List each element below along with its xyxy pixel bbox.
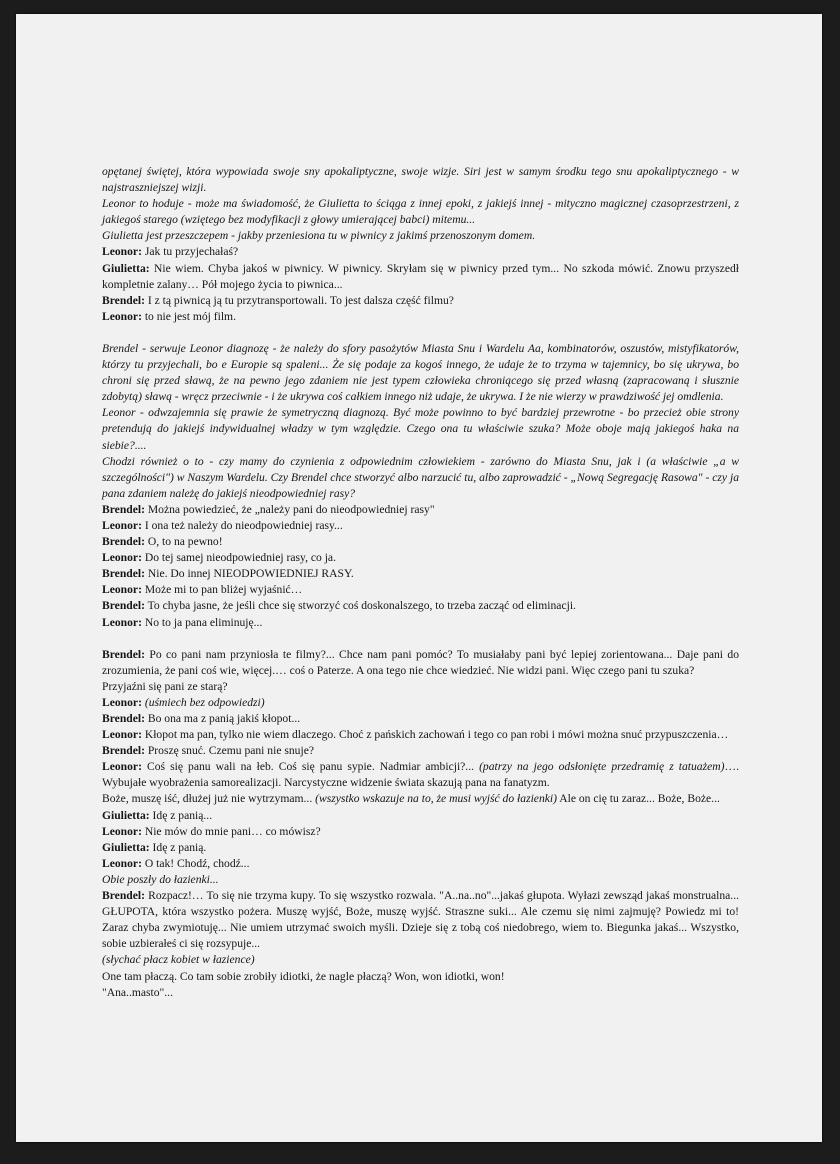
- dialogue-line: [102, 582, 739, 598]
- line-text: Leonor - odwzajemnia się prawie że symetryczną diagnozą. Być może powinno to być bardziej przewrotne - bo przecież obie strony pretendują do jakiejś indywidualnej władzy w tym względzie. Czego ona tu właściwie szuka? Może oboje mają jakiegoś haka na siebie?....: [102, 406, 739, 452]
- dialogue-line: [102, 824, 739, 840]
- dialogue-line: [102, 550, 739, 566]
- dialogue-line: [102, 727, 739, 743]
- line-text: No to ja pana eliminuję...: [141, 615, 263, 629]
- dialogue-line: [102, 711, 739, 727]
- line-text: Chodzi również o to - czy mamy do czynienia z odpowiednim człowiekiem - zarówno do Miasta Snu, jak i (a właściwie „a w szczególności") w Naszym Wardelu. Czy Brendel chce stworzyć albo narzucić tu, albo zaprowadzić - „Nową Segregację Rasowa" - czy ja pana zdaniem należę do jakiejś nieodpowiedniej rasy?: [102, 454, 739, 500]
- dialogue-line: [102, 759, 739, 791]
- line-text: Nie mów do mnie pani… co mówisz?: [141, 824, 321, 838]
- stage-direction: [102, 341, 739, 405]
- dialogue-line: [102, 293, 739, 309]
- paragraph-gap: [102, 631, 739, 647]
- text-line: [102, 791, 739, 807]
- speaker-name: Brendel:: [102, 647, 145, 661]
- dialogue-line: [102, 856, 739, 872]
- speaker-name: Brendel:: [102, 889, 145, 903]
- line-text: Do tej samej nieodpowiedniej rasy, co ja.: [141, 551, 336, 565]
- line-text: I z tą piwnicą ją tu przytransportowali. To jest dalsza część filmu?: [144, 293, 454, 307]
- line-text: "Ana..masto"...: [102, 985, 173, 999]
- dialogue-line: [102, 598, 739, 614]
- line-text: Ale on cię tu zaraz... Boże, Boże...: [556, 792, 720, 806]
- stage-direction: [102, 405, 739, 453]
- stage-aside: (uśmiech bez odpowiedzi): [141, 695, 265, 709]
- line-text: To chyba jasne, że jeśli chce się stworzyć coś doskonalszego, to trzeba zacząć od eliminacji.: [144, 599, 576, 613]
- speaker-name: Brendel:: [102, 712, 145, 725]
- stage-direction: [102, 196, 739, 228]
- line-text: Leonor to hoduje - może ma świadomość, że Giulietta to ściąga z innej epoki, z jakiejś innej - mityczno magicznej czasoprzestrzeni, z jakiegoś starego (wziętego bez modyfikacji z głowy umierającej babci) mitemu...: [102, 197, 739, 227]
- line-text: (słychać płacz kobiet w łazience): [102, 953, 255, 967]
- speaker-name: Brendel:: [102, 744, 145, 758]
- dialogue-line: [102, 695, 739, 711]
- dialogue-line: [102, 261, 739, 293]
- text-line: [102, 679, 739, 695]
- line-text: to nie jest mój film.: [141, 309, 236, 323]
- document-page: [16, 14, 822, 1142]
- line-text: O, to na pewno!: [144, 535, 223, 549]
- speaker-name: Brendel:: [102, 567, 145, 581]
- line-text: …. Wybujałe wyobrażenia samorealizacji. Narcystyczne widzenie świata skazują pana na fanatyzm.: [102, 760, 739, 790]
- speaker-name: Giulietta:: [102, 840, 150, 854]
- paragraph-gap: [102, 325, 739, 341]
- stage-direction: [102, 454, 739, 502]
- line-text: Może mi to pan bliżej wyjaśnić…: [141, 583, 303, 597]
- speaker-name: Brendel:: [102, 599, 145, 613]
- dialogue-line: [102, 840, 739, 856]
- text-line: [102, 985, 739, 1001]
- speaker-name: Leonor:: [102, 245, 142, 259]
- speaker-name: Giulietta:: [102, 261, 150, 275]
- dialogue-line: [102, 566, 739, 582]
- dialogue-line: [102, 743, 739, 759]
- speaker-name: Leonor:: [102, 615, 142, 629]
- speaker-name: Leonor:: [102, 695, 142, 709]
- line-text: Proszę snuć. Czemu pani nie snuje?: [144, 744, 314, 758]
- line-text: Giulietta jest przeszczepem - jakby przeniesiona tu w piwnicy z jakimś przenoszonym domem.: [102, 229, 536, 243]
- line-text: Po co pani nam przyniosła te filmy?... Chce nam pani pomóc? To musiałaby pani być lepiej zorientowana... Daje pani do zrozumienia, że pani coś wie, więcej.… coś o Paterze. A ona tego nie chce wiedzieć. Nie widzi pani. Więc czego pani tu szuka?: [102, 647, 739, 677]
- dialogue-line: [102, 502, 739, 518]
- speaker-name: Brendel:: [102, 293, 145, 307]
- speaker-name: Leonor:: [102, 856, 142, 870]
- dialogue-line: [102, 647, 739, 679]
- dialogue-line: [102, 615, 739, 631]
- line-text: Idę z panią.: [149, 840, 207, 854]
- line-text: Nie. Do innej NIEODPOWIEDNIEJ RASY.: [144, 567, 354, 581]
- line-text: Jak tu przyjechałaś?: [141, 245, 239, 259]
- speaker-name: Leonor:: [102, 309, 142, 323]
- dialogue-line: [102, 244, 739, 260]
- speaker-name: Giulietta:: [102, 808, 150, 822]
- line-text: I ona też należy do nieodpowiedniej rasy...: [141, 518, 343, 532]
- stage-direction: [102, 952, 739, 968]
- dialogue-line: [102, 808, 739, 824]
- line-text: Bo ona ma z panią jakiś kłopot...: [144, 712, 301, 725]
- line-text: Boże, muszę iść, dłużej już nie wytrzymam...: [102, 792, 316, 806]
- line-text: Rozpacz!… To się nie trzyma kupy. To się wszystko rozwala. "A..na..no"...jakaś głupota. Wyłazi zewsząd jakaś monstrualna... GŁUPOTA, która wszystko pożera. Muszę wyjść, Boże, muszę wyjść. Straszne suki... Ale czemu się nimi zajmuję? Powiedz mi to! Zaraz chyba zwymiotuję... Nie umiem utrzymać swoich myśli. Dzieje się z tobą coś niedobrego, wiem to. Biegunka jakaś... Wszystko, sobie uzbierałeś ci się rozsypuje...: [102, 889, 739, 951]
- speaker-name: Leonor:: [102, 728, 142, 742]
- speaker-name: Brendel:: [102, 535, 145, 549]
- speaker-name: Leonor:: [102, 824, 142, 838]
- dialogue-line: [102, 888, 739, 952]
- speaker-name: Leonor:: [102, 551, 142, 565]
- line-text: One tam płaczą. Co tam sobie zrobiły idiotki, że nagle płaczą? Won, won idiotki, won!: [102, 969, 505, 983]
- line-text: Obie poszły do łazienki...: [102, 872, 219, 886]
- speaker-name: Brendel:: [102, 502, 145, 516]
- stage-aside: (patrzy na jego odsłonięte przedramię z tatuażem): [474, 760, 725, 774]
- page-text: [102, 164, 739, 1001]
- stage-direction: [102, 164, 739, 196]
- line-text: Idę z panią...: [149, 808, 213, 822]
- line-text: Przyjaźni się pani ze starą?: [102, 679, 228, 693]
- line-text: Brendel - serwuje Leonor diagnozę - że należy do sfory pasożytów Miasta Snu i Wardelu Aa, kombinatorów, oszustów, mistyfikatorów, którzy tu przyjechali, bo e Europie są spaleni... Że się podaje za kogoś innego, że udaje że to trzyma w tajemnicy, bo się ukrywa, bo chroni się przed sławą, że na pewno jego zdaniem nie jest typem człowieka chroniącego się przed własną (zapracowaną i słusznie zdobytą) sławą - wręcz przeciwnie - i że ukrywa coś całkiem innego niż udaje, że ukrywa. I że nie wierzy w prawdziwość jej omdlenia.: [102, 341, 739, 404]
- speaker-name: Leonor:: [102, 518, 142, 532]
- dialogue-line: [102, 534, 739, 550]
- line-text: Można powiedzieć, że „należy pani do nieodpowiedniej rasy": [144, 502, 435, 516]
- line-text: opętanej świętej, która wypowiada swoje sny apokaliptyczne, swoje wizje. Siri jest w samym środku tego snu apokaliptycznego - w najstraszniejszej wizji.: [102, 165, 739, 195]
- speaker-name: Leonor:: [102, 760, 142, 774]
- speaker-name: Leonor:: [102, 583, 142, 597]
- dialogue-line: [102, 309, 739, 325]
- line-text: Nie wiem. Chyba jakoś w piwnicy. W piwnicy. Skryłam się w piwnicy przed tym... No szkoda mówić. Znowu przyszedł kompletnie zalany… Pół mojego życia to piwnica...: [102, 261, 739, 291]
- line-text: Coś się panu wali na łeb. Coś się panu sypie. Nadmiar ambicji?...: [141, 760, 475, 774]
- line-text: O tak! Chodź, chodź...: [141, 856, 250, 870]
- stage-aside: (wszystko wskazuje na to, że musi wyjść do łazienki): [315, 792, 557, 806]
- stage-direction: [102, 872, 739, 888]
- line-text: Kłopot ma pan, tylko nie wiem dlaczego. Choć z pańskich zachowań i tego co pan robi i mówi można snuć przypuszczenia…: [141, 728, 729, 742]
- stage-direction: [102, 228, 739, 244]
- text-line: [102, 969, 739, 985]
- dialogue-line: [102, 518, 739, 534]
